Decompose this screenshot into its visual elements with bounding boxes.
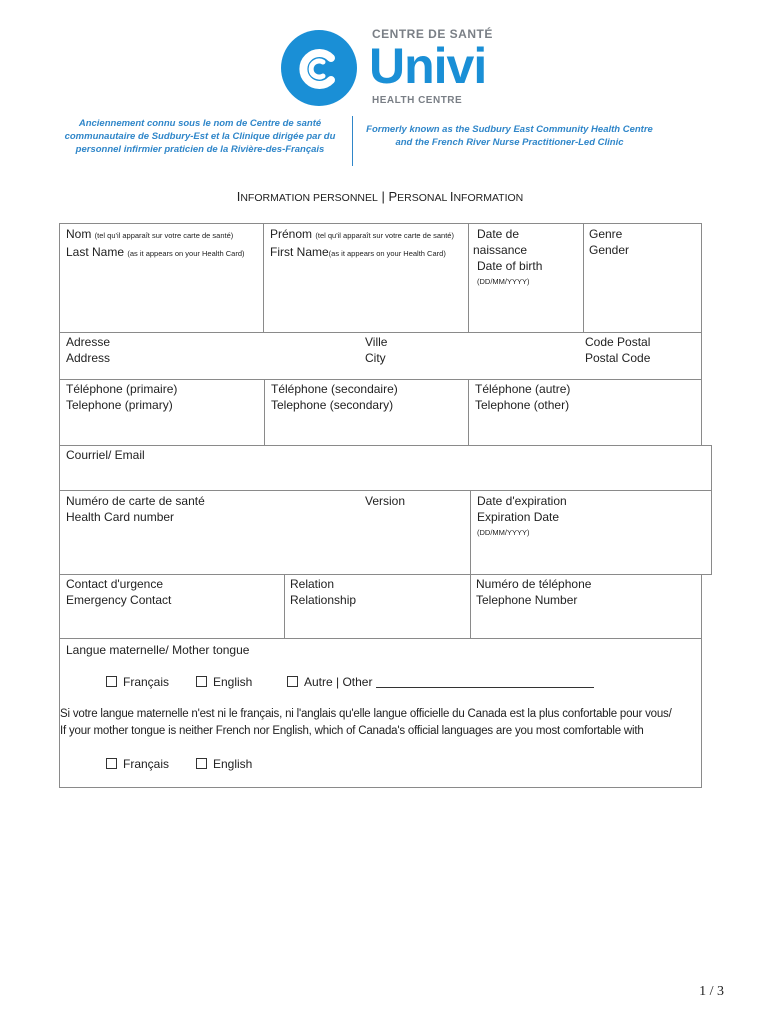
logo-bottom-text: HEALTH CENTRE bbox=[372, 95, 463, 106]
official-language-question-en: If your mother tongue is neither French nor English, which of Canada's official languages are you most comfortable with bbox=[60, 725, 644, 737]
address-field[interactable]: Adresse Address bbox=[66, 335, 111, 365]
former-name-note-en: Formerly known as the Sudbury East Community Health Centre and the French River Nurse Practitioner-Led Clinic bbox=[366, 124, 653, 148]
divider bbox=[583, 223, 584, 333]
former-name-note-fr: Anciennement connu sous le nom de Centre de santé communautaire de Sudbury-Est et la Clinique dirigée par du personnel infirmier praticien de la Rivière-des-Français bbox=[64, 118, 336, 155]
version-field[interactable]: Version bbox=[365, 494, 406, 508]
logo-name: Univi bbox=[369, 38, 487, 94]
divider bbox=[470, 574, 471, 639]
page-title: INFORMATION PERSONNEL | PERSONAL INFORMATION bbox=[236, 189, 524, 204]
header-divider bbox=[352, 116, 353, 166]
divider bbox=[263, 223, 264, 333]
emergency-phone-field[interactable]: Numéro de téléphone Telephone Number bbox=[476, 577, 592, 607]
emergency-contact-field[interactable]: Contact d'urgence Emergency Contact bbox=[66, 577, 172, 607]
divider bbox=[264, 379, 265, 446]
official-language-english-option[interactable]: English bbox=[196, 756, 252, 772]
email-field[interactable]: Courriel/ Email bbox=[66, 448, 145, 462]
mother-tongue-english-option[interactable]: English bbox=[196, 674, 252, 690]
divider bbox=[470, 490, 471, 575]
postal-code-field[interactable]: Code Postal Postal Code bbox=[585, 335, 651, 365]
checkbox-icon[interactable] bbox=[287, 676, 298, 687]
univi-logo-icon bbox=[279, 28, 359, 108]
relationship-field[interactable]: Relation Relationship bbox=[290, 577, 357, 607]
divider bbox=[468, 379, 469, 446]
mother-tongue-label: Langue maternelle/ Mother tongue bbox=[66, 643, 250, 657]
checkbox-icon[interactable] bbox=[196, 676, 207, 687]
mother-tongue-french-option[interactable]: Français bbox=[106, 674, 169, 690]
expiration-date-field[interactable]: Date d'expiration Expiration Date (DD/MM/YYYY) bbox=[477, 494, 567, 537]
logo-top-text: CENTRE DE SANTÉ bbox=[372, 27, 493, 41]
first-name-field[interactable]: Prénom (tel qu'il apparaît sur votre carte de santé) First Name(as it appears on your Health Card) bbox=[270, 227, 454, 259]
divider bbox=[284, 574, 285, 639]
other-phone-field[interactable]: Téléphone (autre) Telephone (other) bbox=[475, 382, 571, 412]
date-of-birth-field[interactable]: Date de naissance Date of birth (DD/MM/YYYY) bbox=[473, 227, 543, 286]
gender-field[interactable]: Genre Gender bbox=[589, 227, 630, 257]
secondary-phone-field[interactable]: Téléphone (secondaire) Telephone (secondary) bbox=[271, 382, 398, 412]
city-field[interactable]: Ville City bbox=[365, 335, 388, 365]
official-language-french-option[interactable]: Français bbox=[106, 756, 169, 772]
divider bbox=[468, 223, 469, 333]
health-card-number-field[interactable]: Numéro de carte de santé Health Card number bbox=[66, 494, 205, 524]
mother-tongue-other-option[interactable]: Autre | Other bbox=[287, 674, 594, 690]
other-language-input[interactable] bbox=[376, 676, 594, 688]
checkbox-icon[interactable] bbox=[196, 758, 207, 769]
checkbox-icon[interactable] bbox=[106, 758, 117, 769]
section-email bbox=[59, 445, 712, 491]
page-number: 1 / 3 bbox=[699, 984, 724, 999]
primary-phone-field[interactable]: Téléphone (primaire) Telephone (primary) bbox=[66, 382, 178, 412]
official-language-question-fr: Si votre langue maternelle n'est ni le français, ni l'anglais qu'elle langue officielle du Canada est la plus confortable pour vous/ bbox=[60, 708, 672, 720]
last-name-field[interactable]: Nom (tel qu'il apparaît sur votre carte de santé) Last Name (as it appears on your Health Card) bbox=[66, 227, 245, 259]
checkbox-icon[interactable] bbox=[106, 676, 117, 687]
